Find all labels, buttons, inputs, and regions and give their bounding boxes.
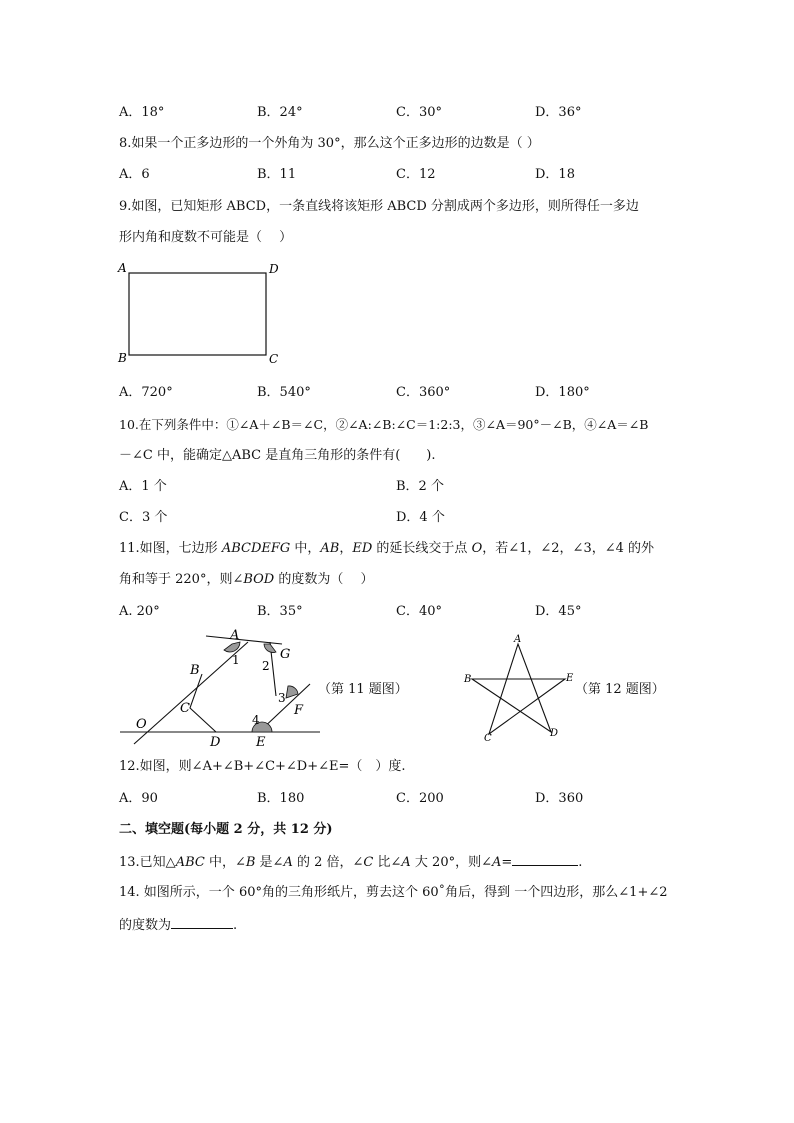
q11-text: ， [339,541,353,556]
q13-angle-a: A [401,855,411,870]
q12-option-d: D．360 [535,791,584,806]
q14-answer-blank[interactable] [171,915,233,929]
label-b: B [118,351,127,365]
q9-stem-line1: 9.如图，已知矩形 ABCD，一条直线将该矩形 ABCD 分割成两个多边形，则所得任一多边 [119,199,639,214]
q12-figure-caption: （第 12 题图） [575,682,665,697]
q11-figure-caption: （第 11 题图） [318,682,408,697]
q10-option-b: B．2 个 [396,479,444,494]
q7-option-b: B．24° [257,105,303,120]
q11-text: 的延长线交于点 [372,541,472,556]
q10-option-d: D．4 个 [396,510,445,525]
angle-mark-3 [286,686,298,698]
label-angle-4: 4 [252,713,260,727]
q11-stem-line1 [119,540,654,558]
q11-text: 的度数为（ ） [274,572,374,587]
q8-option-c: C．12 [396,167,436,182]
q13-text: 比∠ [373,855,402,870]
label-angle-1: 1 [232,653,240,667]
label-o: O [136,717,147,732]
q11-stem-line2 [119,571,373,589]
q13-text: 的 2 倍，∠ [292,855,364,870]
label-b: B [190,663,200,678]
angle-mark-2 [264,644,276,653]
q9-stem-line2: 形内角和度数不可能是（ ） [119,230,293,245]
q9-option-d: D．180° [535,385,590,400]
q12-stem: 12.如图，则∠A+∠B+∠C+∠D+∠E=（ ）度. [119,759,406,774]
q13-text: 大 20°，则∠ [410,855,492,870]
q14-text: . [233,918,238,933]
q13-angle-c: C [363,855,374,870]
q11-option-a: A. 20° [119,604,160,619]
q13-stem [119,852,582,872]
label-d: D [269,262,279,276]
q13-text: = [501,855,513,870]
q11-polygon-name: ABCDEFG [221,541,291,556]
q11-option-c: C．40° [396,604,442,619]
q7-option-d: D．36° [535,105,582,120]
label-angle-2: 2 [262,659,270,673]
q8-stem: 8.如果一个正多边形的一个外角为 30°，那么这个正多边形的边数是（ ） [119,136,540,151]
q12-option-c: C．200 [396,791,444,806]
label-a: A [118,261,127,275]
q11-segment-ed: ED [352,541,373,556]
label-a: A [230,628,240,643]
q8-option-a: A．6 [119,167,150,182]
q7-option-c: C．30° [396,105,442,120]
q10-option-c: C．3 个 [119,510,168,525]
q13-answer-blank[interactable] [512,852,578,866]
q11-text: 角和等于 220°，则∠ [119,572,244,587]
label-d: D [210,735,221,750]
q13-angle-b: B [245,855,256,870]
q14-stem-line1: 14. 如图所示，一个 60°角的三角形纸片，剪去这个 60˚角后，得到 一个四边形，那么∠1+∠2 [119,885,668,900]
label-a: A [514,634,522,645]
angle-mark-1 [224,642,240,652]
q11-text: ，若∠1，∠2，∠3，∠4 的外 [482,541,655,556]
q14-text: 的度数为 [119,918,172,933]
q9-option-b: B．540° [257,385,311,400]
label-angle-3: 3 [278,691,286,705]
section2-title: 二、填空题(每小题 2 分，共 12 分) [119,822,333,837]
q13-triangle-name: ABC [175,855,205,870]
q11-text: 11.如图，七边形 [119,541,222,556]
q13-text: . [578,855,583,870]
label-c: C [180,701,190,716]
q11-angle-bod: BOD [243,572,275,587]
q12-option-b: B．180 [257,791,305,806]
label-c: C [269,352,279,366]
label-d: D [550,728,559,739]
q11-segment-ab: AB [320,541,340,556]
label-f: F [294,703,304,718]
q12-star-figure [462,634,578,744]
q13-text: 13.已知△ [119,855,176,870]
q14-stem-line2 [119,915,237,935]
label-e: E [566,673,574,684]
q13-angle-a: A [283,855,293,870]
q7-option-a: A．18° [119,105,165,120]
pentagram [472,644,565,734]
q11-option-b: B．35° [257,604,303,619]
q8-option-d: D．18 [535,167,575,182]
label-e: E [256,735,266,750]
q13-angle-a: A [491,855,502,870]
q8-option-b: B．11 [257,167,297,182]
q10-stem-line1: 10.在下列条件中：①∠A＋∠B＝∠C，②∠A:∠B:∠C＝1:2:3，③∠A＝90°－∠B，④∠A＝∠B [119,417,649,432]
q11-option-d: D．45° [535,604,582,619]
q11-point-o: O [471,541,483,556]
q12-option-a: A．90 [119,791,158,806]
q11-heptagon-figure [114,622,324,750]
q9-option-c: C．360° [396,385,451,400]
rectangle-abcd [129,273,266,355]
q10-option-a: A．1 个 [119,479,167,494]
label-c: C [484,733,492,744]
q13-text: 中，∠ [204,855,246,870]
line-ao [134,642,248,744]
q11-text: 中， [290,541,321,556]
q13-text: 是∠ [255,855,284,870]
q10-stem-line2: －∠C 中，能确定△ABC 是直角三角形的条件有( ). [119,448,436,463]
q9-rectangle-figure [112,258,292,368]
q9-option-a: A．720° [119,385,173,400]
label-b: B [464,674,472,685]
label-g: G [280,647,291,662]
